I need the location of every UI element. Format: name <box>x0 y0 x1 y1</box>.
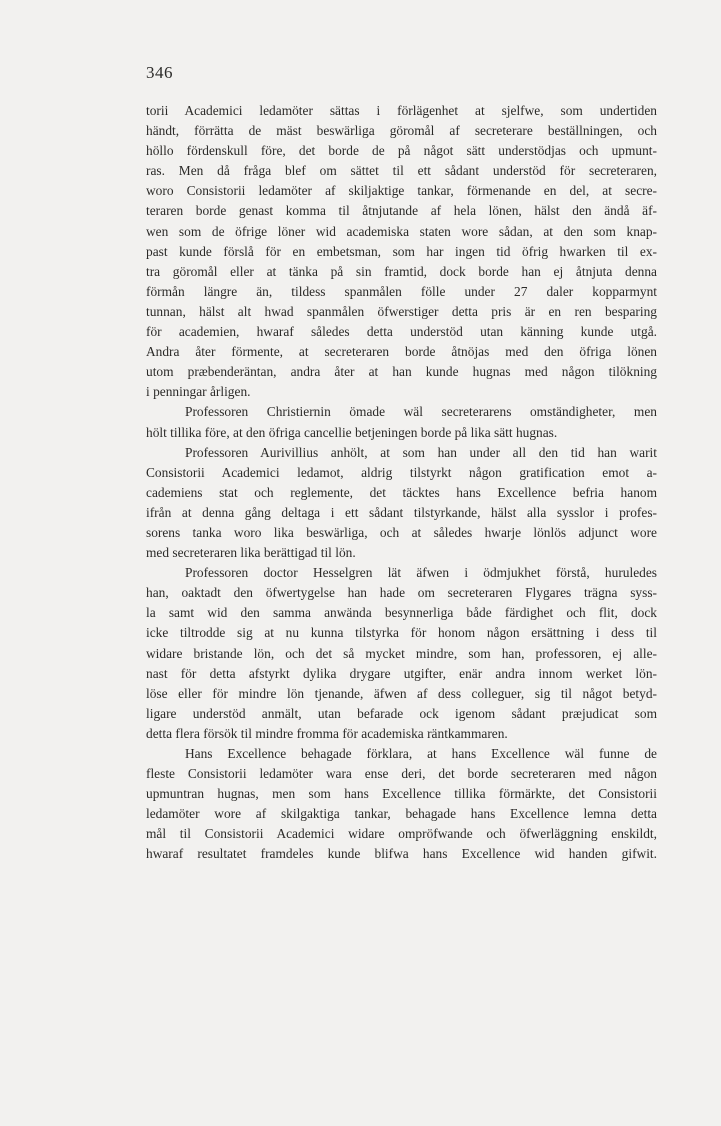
text-line: wen som de öfrige löner wid academiska staten wore sådan, at den som knap- <box>146 223 657 239</box>
text-line: past kunde förslå för en embetsman, som har ingen tid öfrig hwarken til ex- <box>146 243 657 259</box>
text-line: icke tiltrodde sig at nu kunna tilstyrka för honom någon ersättning i dess til <box>146 625 657 641</box>
text-line: förmån längre än, tildess spanmålen fölle under 27 daler kopparmynt <box>146 283 657 299</box>
text-line: han, oaktadt den öfwertygelse han hade om secreteraren Flygares trägna syss- <box>146 585 657 601</box>
text-line: Professoren doctor Hesselgren lät äfwen i ödmjukhet förstå, huruledes <box>185 565 657 581</box>
text-line: ledamöter wore af skilgaktiga tankar, behagade hans Excellence lemna detta <box>146 806 657 822</box>
text-line: Hans Excellence behagade förklara, at hans Excellence wäl funne de <box>185 746 657 761</box>
text-line: höllo fördenskull före, det borde de på något sätt understödjas och upmunt- <box>146 143 657 159</box>
text-line: woro Consistorii ledamöter af skiljaktige tankar, förmenande en del, at secre- <box>146 183 657 199</box>
text-line: torii Academici ledamöter sättas i förlägenhet at sjelfwe, som undertiden <box>146 103 657 118</box>
text-line: ifrån at denna gång deltaga i ett sådant tilstyrkande, hälst alla sysslor i profes- <box>146 504 657 520</box>
text-line: cademiens stat och reglemente, det täcktes hans Excellence befria hanom <box>146 484 657 500</box>
text-line: Professoren Christiernin ömade wäl secreterarens omständigheter, men <box>185 404 657 420</box>
text-line: teraren borde genast komma til åtnjutande af hela lönen, hälst den ändå äf- <box>146 203 657 219</box>
text-line: löse eller för mindre lön tjenande, äfwen af dess colleguer, sig til något betyd- <box>146 685 657 701</box>
text-line: widare bristande lön, och det så mycket mindre, som han, professoren, ej alle- <box>146 645 657 661</box>
text-line: sorens tanka woro lika beswärliga, och at således hwarje lönlös adjunct wore <box>146 524 657 540</box>
text-line: Andra åter förmente, at secreteraren borde åtnöjas med den öfriga lönen <box>146 344 657 360</box>
text-line: detta flera försök til mindre fromma för academiska räntkammaren. <box>146 725 508 741</box>
text-line: med secreteraren lika berättigad til lön. <box>146 545 356 561</box>
text-line: hölt tillika före, at den öfriga cancellie betjeningen borde på lika sätt hugnas. <box>146 424 558 440</box>
text-line: Consistorii Academici ledamot, aldrig tilstyrkt någon gratification emot a- <box>146 464 657 480</box>
body-text <box>146 101 657 865</box>
text-line: för academien, hwaraf således detta understöd utan känning kunde utgå. <box>146 324 657 340</box>
text-line: la samt wid den samma anwända besynnerliga både färdighet och flit, dock <box>146 605 657 621</box>
text-line: i penningar årligen. <box>146 384 251 400</box>
text-line: utom præbenderäntan, andra åter at han kunde hugnas med någon tilökning <box>146 364 657 380</box>
text-line: mål til Consistorii Academici widare ompröfwande och öfwerläggning enskildt, <box>146 826 657 842</box>
text-line: Professoren Aurivillius anhölt, at som han under all den tid han warit <box>185 444 657 460</box>
text-line: tunnan, hälst alt hwad spanmålen öfwerstiger detta pris är en ren besparing <box>146 303 657 319</box>
text-line: ras. Men då fråga blef om sättet til ett sådant understöd för secreteraren, <box>146 163 657 179</box>
text-line: tra göromål eller at tänka på sin framtid, dock borde han ej åtnjuta denna <box>146 263 657 279</box>
text-line: hwaraf resultatet framdeles kunde blifwa hans Excellence wid handen gifwit. <box>146 846 657 862</box>
page-number: 346 <box>146 63 173 82</box>
text-line: nast för detta afstyrkt dylika drygare utgifter, enär andra innom werket lön- <box>146 665 657 681</box>
text-line: händt, förrätta de mäst beswärliga göromål af secreterare beställningen, och <box>146 123 657 139</box>
text-line: ligare understöd anmält, utan befarade ock igenom sådant præjudicat som <box>146 705 657 721</box>
text-line: fleste Consistorii ledamöter wara ense deri, det borde secreteraren med någon <box>146 766 657 782</box>
text-line: upmuntran hugnas, men som hans Excellence tillika förmärkte, det Consistorii <box>146 786 657 802</box>
